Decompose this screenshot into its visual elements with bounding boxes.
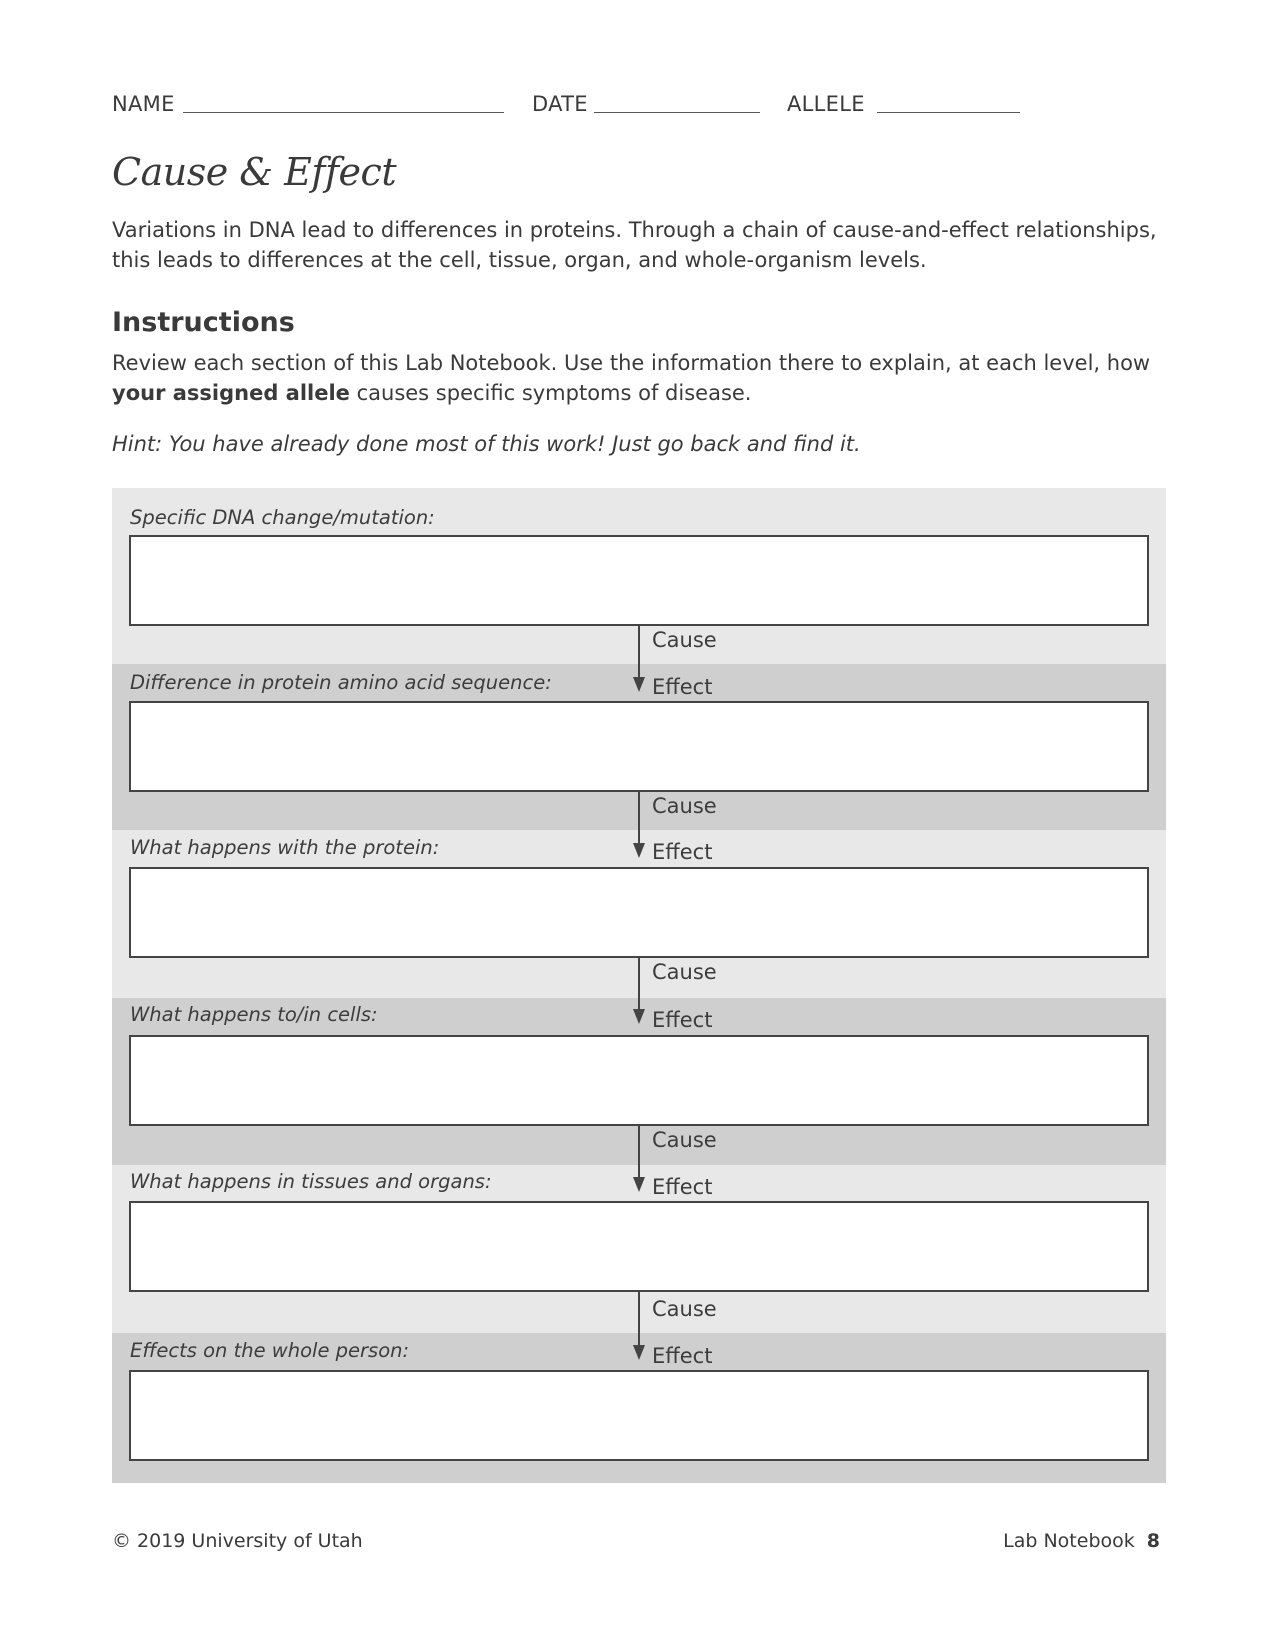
effect-label: Effect [652,675,713,699]
answer-box-protein-sequence[interactable] [129,701,1149,792]
step-label-dna: Specific DNA change/mutation: [130,506,435,529]
step-label-protein-sequence: Difference in protein amino acid sequence: [130,671,552,694]
instructions-text [112,348,1172,408]
answer-box-protein[interactable] [129,867,1149,958]
intro-paragraph: Variations in DNA lead to differences in proteins. Through a chain of cause-and-effect relationships, this leads to differences at the cell, tissue, organ, and whole-organism levels. [112,218,1157,272]
allele-label: ALLELE [787,92,865,116]
arrow-head-icon [633,1345,645,1360]
cause-effect-arrow [638,1292,640,1347]
arrow-head-icon [633,677,645,692]
instructions-text-after: causes specific symptoms of disease. [349,381,752,405]
allele-field[interactable] [877,112,1020,113]
answer-box-dna[interactable] [129,535,1149,626]
header-fields [112,92,1112,116]
cause-effect-arrow [638,626,640,679]
arrow-head-icon [633,1177,645,1192]
cause-effect-arrow [638,792,640,845]
cause-label: Cause [652,1297,717,1321]
effect-label: Effect [652,1008,713,1032]
answer-box-cells[interactable] [129,1035,1149,1126]
cause-label: Cause [652,960,717,984]
page-footer [1003,1530,1160,1552]
effect-label: Effect [652,840,713,864]
page-number: 8 [1146,1530,1160,1552]
cause-label: Cause [652,628,717,652]
effect-label: Effect [652,1344,713,1368]
cause-effect-arrow [638,1126,640,1179]
answer-box-tissues[interactable] [129,1201,1149,1292]
arrow-head-icon [633,843,645,858]
notebook-label: Lab Notebook [1003,1530,1135,1552]
hint-text: Hint: You have already done most of this work! Just go back and find it. [112,432,861,456]
page-title: Cause & Effect [112,150,397,194]
answer-box-whole-person[interactable] [129,1370,1149,1461]
instructions-heading: Instructions [112,307,295,338]
date-field[interactable] [594,112,760,113]
instructions-text-before: Review each section of this Lab Notebook. Use the information there to explain, at each level, how [112,351,1151,375]
cause-label: Cause [652,794,717,818]
cause-effect-arrow [638,958,640,1011]
step-label-cells: What happens to/in cells: [130,1003,378,1026]
step-label-tissues: What happens in tissues and organs: [130,1170,492,1193]
instructions-bold: your assigned allele [112,381,350,405]
effect-label: Effect [652,1175,713,1199]
arrow-head-icon [633,1009,645,1024]
date-label: DATE [532,92,588,116]
step-label-whole-person: Effects on the whole person: [130,1339,410,1362]
name-field[interactable] [183,112,504,113]
cause-label: Cause [652,1128,717,1152]
copyright: © 2019 University of Utah [112,1530,363,1552]
name-label: NAME [112,92,175,116]
step-label-protein: What happens with the protein: [130,836,440,859]
